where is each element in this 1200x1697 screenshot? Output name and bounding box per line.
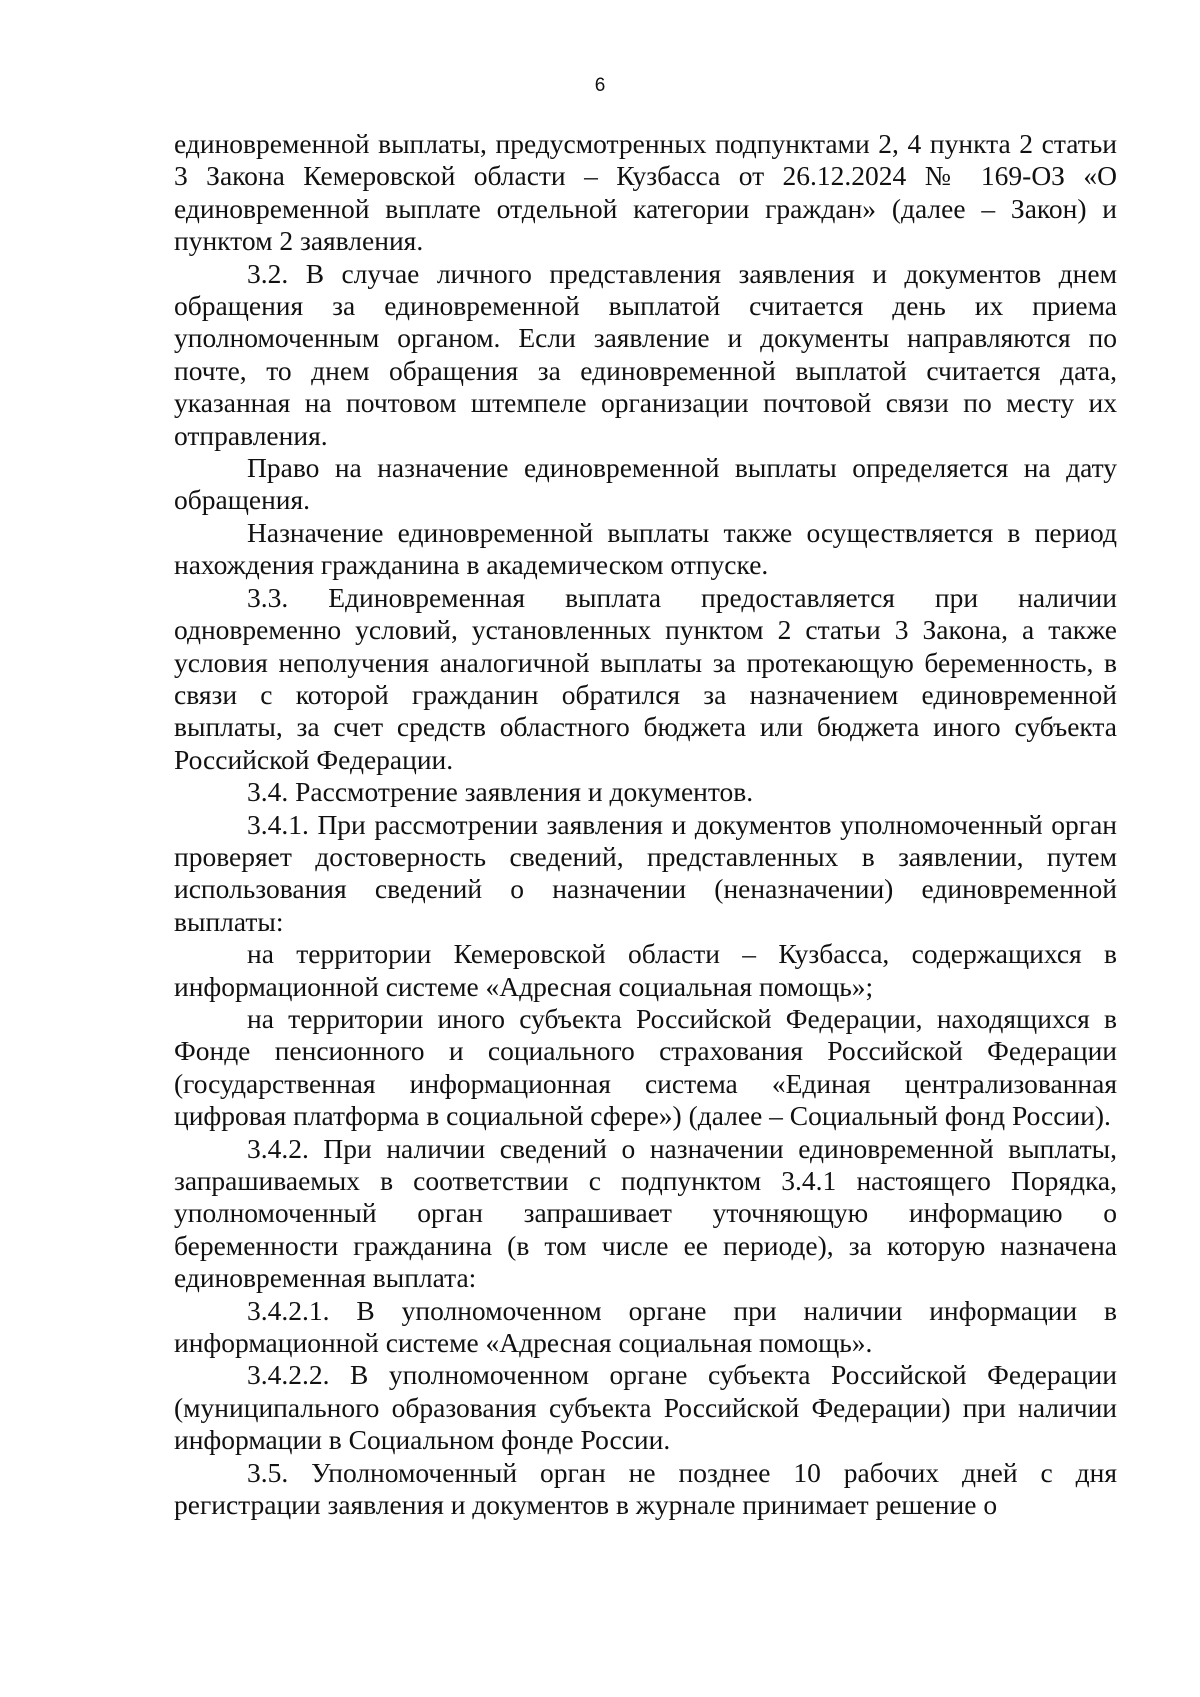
document-body <box>174 128 1117 1521</box>
paragraph-academic-leave: Назначение единовременной выплаты также осуществляется в период нахождения гражданина в академическом отпуске. <box>174 516 1117 581</box>
paragraph-other-subject-territory: на территории иного субъекта Российской Федерации, находящихся в Фонде пенсионного и социального страхования Российской Федерации (государственная информационная система «Единая централизованная цифровая платформа в социальной сфере») (далее – Социальный фонд России). <box>174 1002 1117 1132</box>
paragraph-3-4: 3.4. Рассмотрение заявления и документов. <box>247 776 754 808</box>
paragraph-3-2: 3.2. В случае личного представления заявления и документов днем обращения за единовременной выплатой считается день их приема уполномоченным органом. Если заявление и документы направляются по почте, то днем обращения за единовременной выплатой считается дата, указанная на почтовом штемпеле организации почтовой связи по месту их отправления. <box>174 257 1117 451</box>
page-number: 6 <box>594 75 606 96</box>
paragraph-3-5: 3.5. Уполномоченный орган не позднее 10 рабочих дней с дня регистрации заявления и документов в журнале принимает решение о <box>174 1456 1117 1521</box>
paragraph-3-4-2-1: 3.4.2.1. В уполномоченном органе при наличии информации в информационной системе «Адресная социальная помощь». <box>174 1294 1117 1359</box>
paragraph-kuzbass-territory: на территории Кемеровской области – Кузбасса, содержащихся в информационной системе «Адресная социальная помощь»; <box>174 938 1117 1002</box>
paragraph-3-3: 3.3. Единовременная выплата предоставляется при наличии одновременно условий, установленных пунктом 2 статьи 3 Закона, а также условия неполучения аналогичной выплаты за протекающую беременность, в связи с которой гражданин обратился за назначением единовременной выплаты, за счет средств областного бюджета или бюджета иного субъекта Российской Федерации. <box>174 581 1117 775</box>
paragraph-right-date: Право на назначение единовременной выплаты определяется на дату обращения. <box>174 452 1117 516</box>
paragraph-3-4-2-2: 3.4.2.2. В уполномоченном органе субъекта Российской Федерации (муниципального образования субъекта Российской Федерации) при наличии информации в Социальном фонде России. <box>174 1359 1117 1456</box>
paragraph-continuation: единовременной выплаты, предусмотренных подпунктами 2, 4 пункта 2 статьи 3 Закона Кемеровской области – Кузбасса от 26.12.2024 № 169-ОЗ «О единовременной выплате отдельной категории граждан» (далее – Закон) и пунктом 2 заявления. <box>174 128 1117 257</box>
paragraph-3-4-1: 3.4.1. При рассмотрении заявления и документов уполномоченный орган проверяет достоверность сведений, представленных в заявлении, путем использования сведений о назначении (неназначении) единовременной выплаты: <box>174 808 1117 937</box>
paragraph-3-4-2: 3.4.2. При наличии сведений о назначении единовременной выплаты, запрашиваемых в соответствии с подпунктом 3.4.1 настоящего Порядка, уполномоченный орган запрашивает уточняющую информацию о беременности гражданина (в том числе ее периоде), за которую назначена единовременная выплата: <box>174 1132 1117 1294</box>
